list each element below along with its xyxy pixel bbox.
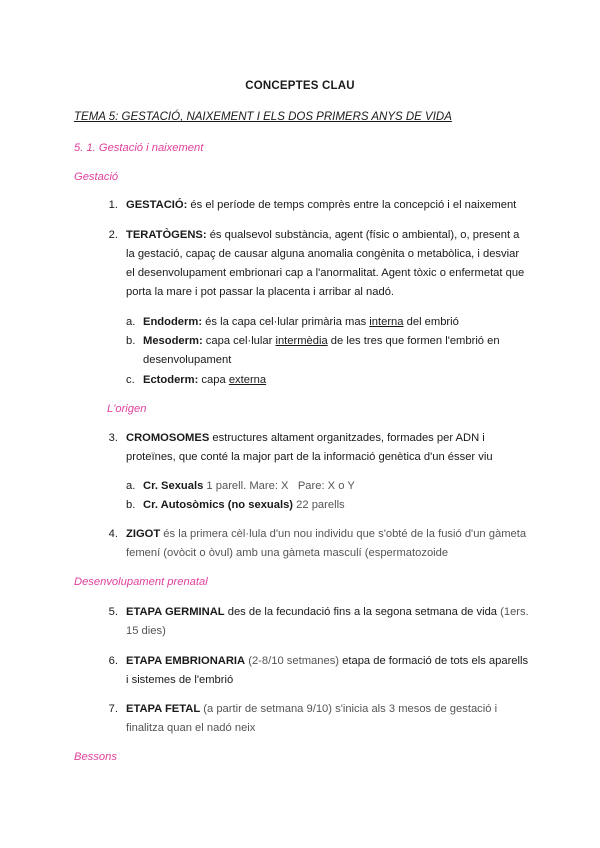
section-heading-origen: L'origen <box>107 403 147 415</box>
item-number: 1. <box>108 199 118 211</box>
definition-text: capa <box>198 374 229 386</box>
term-label: Cr. Sexuals <box>143 480 204 492</box>
sub-item-cr-autosomics <box>143 499 345 511</box>
list-item-etapa-germinal <box>126 606 529 618</box>
definition-text: és la capa cel·lular primària mas <box>202 316 370 328</box>
sub-item-letter: a. <box>126 316 136 328</box>
item-number: 3. <box>108 432 118 444</box>
definition-text: estructures altament organitzades, formades per ADN i <box>209 432 485 444</box>
item-number: 7. <box>108 703 118 715</box>
term-label: Endoderm: <box>143 316 203 328</box>
sub-item-ectoderm <box>143 374 266 386</box>
term-label: TERATÒGENS: <box>126 229 207 241</box>
definition-text: del embrió <box>403 316 459 328</box>
definition-text: des de la fecundació fins a la segona setmana de vida <box>224 606 501 618</box>
list-item-etapa-fetal <box>126 703 497 715</box>
underlined-text: intermèdia <box>275 335 328 347</box>
definition-text: de les tres que formen l'embrió en <box>327 335 500 347</box>
term-label: Mesoderm: <box>143 335 203 347</box>
term-label: ZIGOT <box>126 528 161 540</box>
term-label: ETAPA FETAL <box>126 703 201 715</box>
sub-item-letter: a. <box>126 480 136 492</box>
definition-line: i sistemes de l'embrió <box>126 674 234 686</box>
sub-item-endoderm <box>143 316 459 328</box>
list-item-zigot <box>126 528 526 540</box>
definition-line: femení (ovòcit o òvul) amb una gàmeta masculí (espermatozoide <box>126 547 449 559</box>
term-label: Ectoderm: <box>143 374 199 386</box>
list-item-teratogens <box>126 229 519 241</box>
item-number: 4. <box>108 528 118 540</box>
sub-item-letter: b. <box>126 499 136 511</box>
definition-text: capa cel·lular <box>202 335 276 347</box>
section-heading-5-1: 5. 1. Gestació i naixement <box>74 142 204 154</box>
item-number: 2. <box>108 229 118 241</box>
definition-line: proteïnes, que conté la major part de la informació genètica d'un ésser viu <box>126 451 493 463</box>
definition-line: finalitza quan el nadó neix <box>126 722 256 734</box>
sub-item-letter: b. <box>126 335 136 347</box>
definition-text: és qualsevol substància, agent (físic o ambiental), o, present a <box>206 229 520 241</box>
term-label: GESTACIÓ: <box>126 199 188 211</box>
definition-text: etapa de formació de tots els aparells <box>339 655 529 667</box>
term-label: ETAPA GERMINAL <box>126 606 225 618</box>
list-item-gestacio <box>126 199 516 211</box>
topic-heading: TEMA 5: GESTACIÓ, NAIXEMENT I ELS DOS PRIMERS ANYS DE VIDA <box>74 111 452 123</box>
term-label: ETAPA EMBRIONARIA <box>126 655 246 667</box>
definition-line: la gestació, capaç de causar alguna anomalia congènita o metabòlica, i desviar <box>126 248 520 260</box>
underlined-text: interna <box>369 316 404 328</box>
definition-text: (a partir de setmana 9/10) <box>200 703 333 715</box>
item-number: 6. <box>108 655 118 667</box>
definition-line: 15 dies) <box>126 625 166 637</box>
section-heading-prenatal: Desenvolupament prenatal <box>74 576 208 588</box>
list-item-cromosomes <box>126 432 485 444</box>
term-label: CROMOSOMES <box>126 432 210 444</box>
definition-text: (2-8/10 setmanes) <box>245 655 340 667</box>
list-item-etapa-embrionaria <box>126 655 528 667</box>
section-heading-gestacio: Gestació <box>74 171 119 183</box>
sub-item-letter: c. <box>126 374 135 386</box>
item-number: 5. <box>108 606 118 618</box>
definition-text: és la primera cèl·lula d'un nou individu que s'obté de la fusió d'un gàmeta <box>160 528 527 540</box>
definition-text: és el període de temps comprès entre la concepció i el naixement <box>187 199 517 211</box>
document-title: CONCEPTES CLAU <box>245 80 355 92</box>
definition-line: el desenvolupament embrionari cap a l'anormalitat. Agent tòxic o enfermetat que <box>126 267 525 279</box>
term-label: Cr. Autosòmics (no sexuals) <box>143 499 294 511</box>
definition-line: porta la mare i pot passar la placenta i arribar al nadó. <box>126 286 395 298</box>
definition-text: (1ers. <box>500 606 529 618</box>
definition-text: 22 parells <box>293 499 345 511</box>
sub-item-mesoderm <box>143 335 500 347</box>
section-heading-bessons: Bessons <box>74 751 117 763</box>
sub-item-cr-sexuals <box>143 480 355 492</box>
definition-text: 1 parell. Mare: X Pare: X o Y <box>203 480 355 492</box>
definition-text: s'inicia als 3 mesos de gestació i <box>332 703 498 715</box>
underlined-text: externa <box>228 374 267 386</box>
definition-line: desenvolupament <box>143 354 232 366</box>
